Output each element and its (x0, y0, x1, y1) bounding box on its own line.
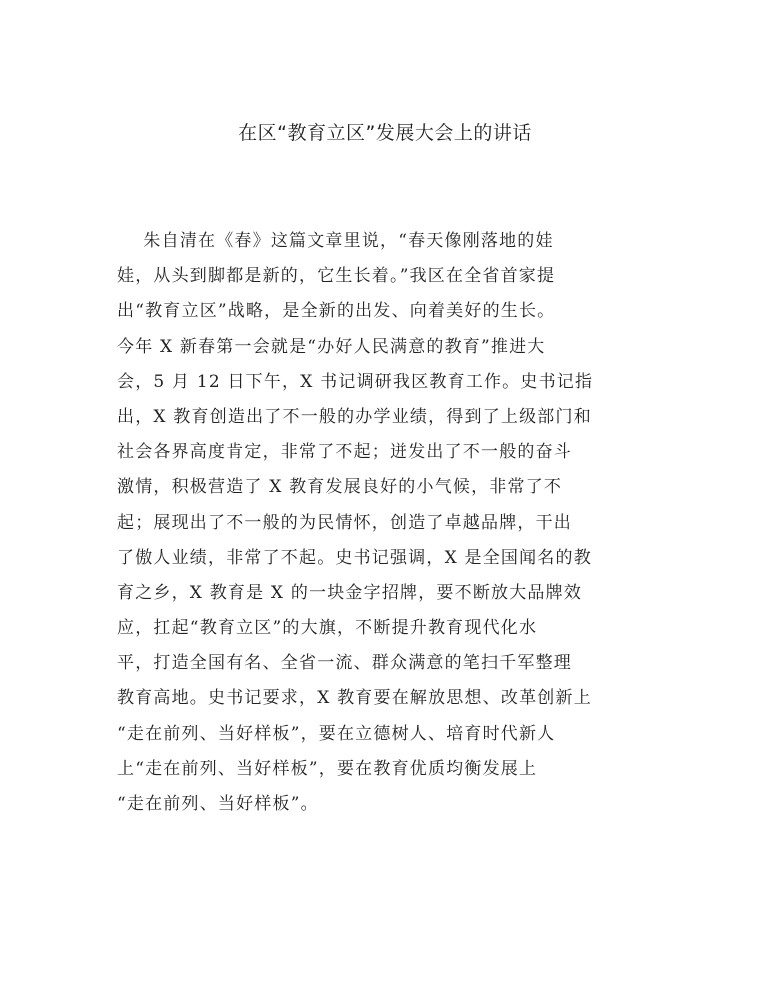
body-line: 朱自清在《春》这篇文章里说，“春天像刚落地的娃 (117, 231, 554, 251)
body-line: 出，X 教育创造出了不一般的办学业绩，得到了上级部门和 (117, 406, 592, 427)
body-line: “走在前列、当好样板”，要在立德树人、培育时代新人 (117, 723, 556, 744)
body-line: 起；展现出了不一般的为民情怀，创造了卓越品牌，干出 (117, 512, 572, 533)
body-line: 育之乡，X 教育是 X 的一块金字招牌，要不断放大品牌效 (117, 582, 583, 603)
body-line: 出“教育立区”战略，是全新的出发、向着美好的生长。 (117, 301, 556, 322)
body-line: 今年 X 新春第一会就是“办好人民满意的教育”推进大 (117, 336, 546, 357)
body-line: 教育高地。史书记要求，X 教育要在解放思想、改革创新上 (117, 688, 592, 709)
body-line: 会，5 月 12 日下午，X 书记调研我区教育工作。史书记指 (117, 371, 594, 392)
document-title: 在区“教育立区”发展大会上的讲话 (238, 122, 532, 144)
body-line: 激情，积极营造了 X 教育发展良好的小气候，非常了不 (117, 477, 563, 498)
body-line: 应，扛起“教育立区”的大旗，不断提升教育现代化水 (117, 618, 538, 639)
document-body (117, 224, 657, 822)
body-line: 社会各界高度肯定，非常了不起；迸发出了不一般的奋斗 (117, 442, 572, 463)
body-line: 上“走在前列、当好样板”，要在教育优质均衡发展上 (117, 758, 538, 779)
body-line: “走在前列、当好样板”。 (117, 794, 319, 814)
body-line: 娃，从头到脚都是新的，它生长着。”我区在全省首家提 (117, 266, 556, 287)
body-line: 了傲人业绩，非常了不起。史书记强调，X 是全国闻名的教 (117, 547, 592, 568)
body-line: 平，打造全国有名、全省一流、群众满意的笔扫千军整理 (117, 653, 572, 674)
